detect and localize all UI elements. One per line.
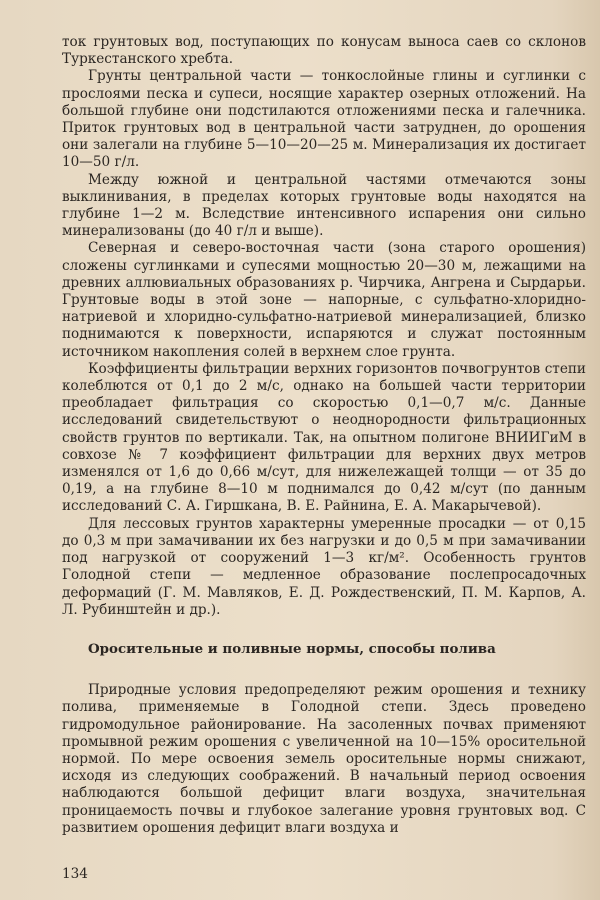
section-heading: Оросительные и поливные нормы, способы полива (88, 640, 496, 657)
page-number: 134 (62, 866, 88, 882)
page-body (62, 34, 586, 837)
paragraph-6: Для лессовых грунтов характерны умеренные просадки — от 0,15 до 0,3 м при замачивании их без нагрузки и до 0,5 м при замачивании под нагрузкой от сооружений 1—3 кг/м². Особенность грунтов Голодной степи — медленное образование послепросадочных деформаций (Г. М. Мавляков, Е. Д. Рождественский, П. М. Карпов, А. Л. Рубинштейн и др.). (62, 515, 586, 618)
paragraph-1: ток грунтовых вод, поступающих по конусам выноса саев со склонов Туркестанского хребта. (62, 34, 586, 68)
section-paragraph: Природные условия предопределяют режим орошения и технику полива, применяемые в Голодной степи. Здесь проведено гидромодульное районирование. На засоленных почвах применяют промывной режим орошения с увеличенной на 10—15% оросительной нормой. По мере освоения земель оросительные нормы снижают, исходя из следующих соображений. В начальный период освоения наблюдаются большой дефицит влаги воздуха, значительная проницаемость почвы и глубокое залегание уровня грунтовых вод. С развитием орошения дефицит влаги воздуха и (62, 682, 586, 836)
paragraph-3: Между южной и центральной частями отмечаются зоны выклинивания, в пределах которых грунтовые воды находятся на глубине 1—2 м. Вследствие интенсивного испарения они сильно минерализованы (до 40 г/л и выше). (62, 171, 586, 240)
paragraph-4: Северная и северо-восточная части (зона старого орошения) сложены суглинками и супесями мощностью 20—30 м, лежащими на древних аллювиальных образованиях р. Чирчика, Ангрена и Сырдарьи. Грунтовые воды в этой зоне — напорные, с сульфатно-хлоридно-натриевой и хлоридно-сульфатно-натриевой минерализацией, близко поднимаются к поверхности, испаряются и служат постоянным источником накопления солей в верхнем слое грунта. (62, 240, 586, 360)
paragraph-2: Грунты центральной части — тонкослойные глины и суглинки с прослоями песка и супеси, носящие характер озерных отложений. На большой глубине они подстилаются отложениями песка и галечника. Приток грунтовых вод в центральной части затруднен, до орошения они залегали на глубине 5—10—20—25 м. Минерализация их достигает 10—50 г/л. (62, 68, 586, 171)
paragraph-5: Коэффициенты фильтрации верхних горизонтов почвогрунтов степи колеблются от 0,1 до 2 м/с, однако на большей части территории преобладает фильтрация со скоростью 0,1—0,7 м/с. Данные исследований свидетельствуют о неоднородности фильтрационных свойств грунтов по вертикали. Так, на опытном полигоне ВНИИГиМ в совхозе № 7 коэффициент фильтрации для верхних двух метров изменялся от 1,6 до 0,66 м/сут, для нижележащей толщи — от 35 до 0,19, а на глубине 8—10 м поднимался до 0,42 м/сут (по данным исследований С. А. Гиршкана, В. Е. Райнина, Е. А. Макарычевой). (62, 360, 586, 515)
